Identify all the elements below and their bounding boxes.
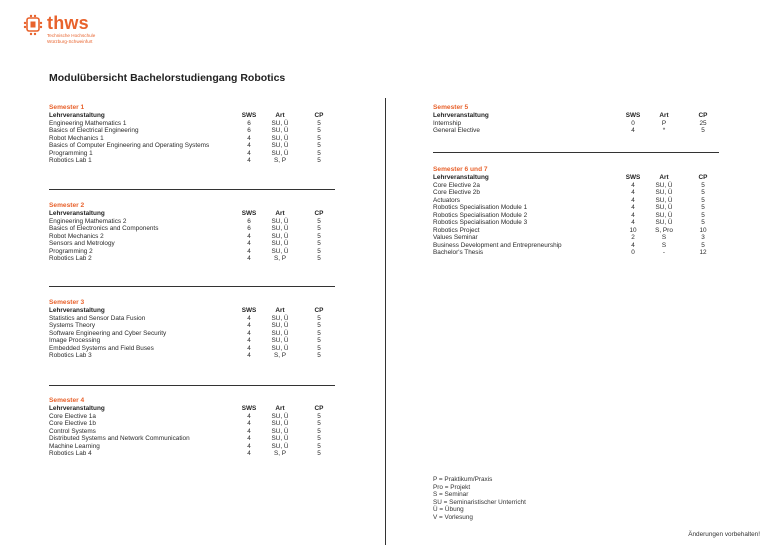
course-credits: 5: [317, 134, 321, 142]
table-row: [49, 157, 337, 165]
table-row: [433, 227, 721, 235]
course-name: Embedded Systems and Field Buses: [49, 344, 154, 352]
table-row: [49, 352, 337, 360]
course-sws: 4: [631, 211, 635, 219]
column-header-cp: CP: [698, 174, 708, 181]
course-sws: 4: [247, 442, 251, 450]
course-name: Sensors and Metrology: [49, 240, 115, 247]
table-row: [49, 345, 337, 353]
course-credits: 5: [317, 344, 321, 352]
course-name: Business Development and Entrepreneurship: [433, 241, 562, 249]
table-row: [433, 242, 721, 250]
course-credits: 5: [317, 217, 321, 225]
table-row: [433, 212, 721, 220]
legend-item: Ü = Übung: [433, 506, 464, 514]
course-type: SU, Ü: [271, 412, 289, 420]
table-row: [49, 240, 337, 248]
column-header-sws: SWS: [625, 174, 641, 181]
column-header-course: Lehrveranstaltung: [49, 210, 105, 217]
table-row: [49, 337, 337, 345]
course-name: Robotics Project: [433, 226, 480, 234]
course-type: SU, Ü: [271, 420, 289, 427]
course-credits: 5: [701, 241, 705, 249]
table-row: [49, 443, 337, 451]
course-sws: 4: [247, 255, 251, 262]
table-row: [433, 120, 721, 128]
course-credits: 5: [317, 352, 321, 359]
table-row: [433, 204, 721, 212]
course-type: S, P: [273, 157, 287, 164]
course-credits: 5: [317, 149, 321, 157]
course-sws: 6: [247, 119, 251, 127]
table-row: [49, 150, 337, 158]
column-header-sws: SWS: [241, 405, 257, 412]
course-type: SU, Ü: [655, 204, 673, 211]
course-sws: 2: [631, 234, 635, 241]
course-type: SU, Ü: [271, 142, 289, 149]
course-type: S, P: [273, 352, 287, 359]
course-credits: 5: [701, 196, 705, 204]
table-header-row: [49, 405, 337, 413]
course-credits: 5: [317, 157, 321, 164]
column-header-course: Lehrveranstaltung: [49, 112, 105, 119]
table-row: [49, 330, 337, 338]
column-header-sws: SWS: [241, 210, 257, 217]
course-type: -: [662, 249, 666, 256]
course-sws: 4: [247, 427, 251, 435]
course-sws: 4: [631, 196, 635, 204]
course-name: Core Elective 2b: [433, 189, 480, 196]
course-type: SU, Ü: [271, 344, 289, 352]
logo-subtitle-1: Technische Hochschule: [47, 33, 96, 38]
course-sws: 4: [247, 134, 251, 142]
course-credits: 5: [317, 247, 321, 255]
column-header-sws: SWS: [241, 112, 257, 119]
logo-name: thws: [47, 13, 89, 33]
course-name: Programming 1: [49, 149, 93, 157]
course-name: Values Seminar: [433, 234, 478, 241]
course-type: SU, Ü: [271, 149, 289, 157]
course-type: SU, Ü: [655, 189, 673, 196]
table-row: [49, 218, 337, 226]
course-sws: 0: [631, 119, 635, 127]
course-sws: 6: [247, 217, 251, 225]
page-title: Modulübersicht Bachelorstudiengang Robotics: [49, 72, 286, 84]
legend-item: SU = Seminaristischer Unterricht: [433, 498, 526, 506]
course-name: Systems Theory: [49, 322, 96, 329]
course-credits: 5: [317, 322, 321, 329]
course-name: Basics of Electronics and Components: [49, 225, 159, 232]
course-credits: 25: [699, 119, 707, 127]
semester-divider: [49, 286, 335, 287]
column-header-sws: SWS: [625, 112, 641, 119]
semester-divider: [49, 385, 335, 386]
column-header-cp: CP: [314, 210, 324, 217]
course-name: Robotics Specialisation Module 2: [433, 211, 528, 219]
semester-1-block: [49, 104, 337, 165]
course-type: P: [661, 119, 667, 127]
course-credits: 5: [317, 450, 321, 457]
semester-3-block: [49, 299, 337, 360]
course-name: Internship: [433, 119, 462, 127]
course-name: Software Engineering and Cyber Security: [49, 329, 167, 337]
course-sws: 4: [247, 420, 251, 427]
course-sws: 4: [247, 322, 251, 329]
course-name: Control Systems: [49, 427, 96, 435]
course-name: Robotics Lab 4: [49, 450, 92, 457]
course-credits: 5: [317, 435, 321, 442]
column-header-art: Art: [275, 112, 285, 119]
table-row: [49, 428, 337, 436]
course-sws: 4: [631, 241, 635, 249]
course-credits: 5: [701, 211, 705, 219]
table-row: [49, 435, 337, 443]
course-credits: 5: [317, 329, 321, 337]
table-header-row: [49, 210, 337, 218]
course-credits: 5: [317, 119, 321, 127]
legend-item: V = Vorlesung: [433, 513, 473, 521]
course-sws: 6: [247, 225, 251, 232]
table-row: [433, 182, 721, 190]
course-type: SU, Ü: [271, 217, 289, 225]
table-header-row: [49, 112, 337, 120]
table-row: [49, 120, 337, 128]
column-header-art: Art: [275, 307, 285, 314]
course-credits: 5: [701, 189, 705, 196]
course-credits: 5: [317, 337, 321, 344]
course-name: Engineering Mathematics 1: [49, 119, 127, 127]
course-credits: 5: [317, 412, 321, 420]
table-row: [49, 142, 337, 150]
column-header-course: Lehrveranstaltung: [49, 307, 105, 314]
course-sws: 4: [247, 247, 251, 255]
column-header-cp: CP: [698, 112, 708, 119]
column-header-cp: CP: [314, 307, 324, 314]
course-type: SU, Ü: [655, 219, 673, 226]
table-row: [49, 322, 337, 330]
course-credits: 5: [317, 314, 321, 322]
course-type: S: [661, 234, 667, 241]
semester-5-block: [433, 104, 721, 135]
course-sws: 0: [631, 249, 635, 256]
course-credits: 5: [317, 442, 321, 450]
course-type: SU, Ü: [271, 134, 289, 142]
course-name: Engineering Mathematics 2: [49, 217, 127, 225]
course-sws: 4: [247, 149, 251, 157]
course-sws: 4: [247, 435, 251, 442]
table-row: [49, 413, 337, 421]
course-sws: 4: [247, 329, 251, 337]
course-type: SU, Ü: [271, 442, 289, 450]
course-name: Programming 2: [49, 247, 93, 255]
course-type: SU, Ü: [655, 211, 673, 219]
course-sws: 4: [247, 142, 251, 149]
course-name: Actuators: [433, 196, 460, 204]
course-sws: 4: [631, 189, 635, 196]
table-row: [49, 233, 337, 241]
table-row: [433, 249, 721, 257]
legend-item: Pro = Projekt: [433, 483, 471, 491]
semester-title: Semester 3: [49, 299, 85, 306]
table-row: [49, 255, 337, 263]
course-name: Core Elective 1b: [49, 420, 96, 427]
column-header-art: Art: [659, 174, 669, 181]
course-name: Basics of Electrical Engineering: [49, 127, 139, 134]
course-sws: 10: [629, 226, 637, 234]
course-type: SU, Ü: [271, 119, 289, 127]
table-row: [49, 127, 337, 135]
course-type: SU, Ü: [271, 314, 289, 322]
course-name: Robotics Lab 2: [49, 255, 92, 262]
column-header-sws: SWS: [241, 307, 257, 314]
course-sws: 4: [631, 127, 635, 134]
course-type: SU, Ü: [271, 427, 289, 435]
table-row: [433, 189, 721, 197]
course-name: Robotics Specialisation Module 1: [433, 204, 528, 211]
semester-divider: [433, 152, 719, 153]
course-sws: 4: [247, 344, 251, 352]
course-name: Core Elective 2a: [433, 181, 480, 189]
column-divider: [385, 98, 386, 545]
course-credits: 5: [317, 127, 321, 134]
course-credits: 5: [701, 181, 705, 189]
table-header-row: [49, 307, 337, 315]
course-name: Distributed Systems and Network Communication: [49, 435, 190, 442]
course-sws: 4: [247, 314, 251, 322]
course-type: S, Pro: [655, 226, 673, 234]
table-row: [49, 135, 337, 143]
table-row: [49, 225, 337, 233]
course-credits: 3: [701, 234, 705, 241]
table-row: [49, 420, 337, 428]
table-row: [49, 450, 337, 458]
course-credits: 5: [701, 219, 705, 226]
logo-subtitle-2: Würzburg-Schweinfurt: [47, 39, 93, 45]
legend-item: S = Seminar: [433, 491, 469, 499]
course-credits: 5: [317, 225, 321, 232]
table-header-row: [433, 174, 721, 182]
course-name: Bachelor's Thesis: [433, 249, 484, 256]
course-name: Robotics Lab 3: [49, 352, 92, 359]
course-name: Core Elective 1a: [49, 412, 96, 420]
table-row: [49, 248, 337, 256]
course-type: S, P: [273, 450, 287, 457]
column-header-course: Lehrveranstaltung: [433, 174, 489, 181]
table-row: [433, 127, 721, 135]
semester-title: Semester 5: [433, 104, 469, 111]
semester-4-block: [49, 397, 337, 458]
column-header-art: Art: [275, 405, 285, 412]
column-header-art: Art: [275, 210, 285, 217]
course-sws: 4: [247, 352, 251, 359]
course-credits: 5: [317, 142, 321, 149]
course-name: Image Processing: [49, 337, 101, 344]
course-type: SU, Ü: [655, 196, 673, 204]
course-sws: 4: [247, 337, 251, 344]
course-name: Robotics Lab 1: [49, 157, 92, 164]
table-row: [49, 315, 337, 323]
course-credits: 5: [317, 427, 321, 435]
course-sws: 4: [247, 412, 251, 420]
course-sws: 4: [631, 219, 635, 226]
table-row: [433, 234, 721, 242]
table-header-row: [433, 112, 721, 120]
legend-item: P = Praktikum/Praxis: [433, 476, 493, 483]
column-header-course: Lehrveranstaltung: [49, 405, 105, 412]
course-name: Robot Mechanics 2: [49, 232, 104, 240]
course-credits: 5: [317, 240, 321, 247]
course-type: SU, Ü: [271, 329, 289, 337]
university-logo: [22, 14, 95, 44]
course-sws: 4: [631, 204, 635, 211]
course-credits: 5: [701, 127, 705, 134]
course-type: SU, Ü: [271, 127, 289, 134]
abbreviation-legend: [433, 476, 526, 522]
course-name: General Elective: [433, 127, 480, 134]
course-sws: 4: [247, 240, 251, 247]
course-name: Basics of Computer Engineering and Operating Systems: [49, 142, 210, 149]
course-credits: 5: [317, 255, 321, 262]
semester-title: Semester 1: [49, 104, 85, 111]
column-header-cp: CP: [314, 112, 324, 119]
course-type: S: [661, 241, 667, 249]
course-sws: 6: [247, 127, 251, 134]
course-type: SU, Ü: [271, 225, 289, 232]
course-type: SU, Ü: [271, 435, 289, 442]
course-credits: 5: [317, 420, 321, 427]
course-name: Robotics Specialisation Module 3: [433, 219, 528, 226]
table-row: [433, 219, 721, 227]
course-credits: 5: [701, 204, 705, 211]
course-sws: 4: [631, 181, 635, 189]
course-type: S, P: [273, 255, 287, 262]
footer-note: Änderungen vorbehalten!: [688, 531, 760, 538]
course-name: Machine Learning: [49, 442, 100, 450]
course-type: SU, Ü: [271, 337, 289, 344]
semester-divider: [49, 189, 335, 190]
course-name: Robot Mechanics 1: [49, 134, 104, 142]
semester-6-7-block: [433, 166, 721, 257]
course-type: SU, Ü: [271, 322, 289, 329]
course-sws: 4: [247, 232, 251, 240]
column-header-cp: CP: [314, 405, 324, 412]
semester-2-block: [49, 202, 337, 263]
course-credits: 10: [699, 226, 707, 234]
course-credits: 5: [317, 232, 321, 240]
course-sws: 4: [247, 450, 251, 457]
course-type: SU, Ü: [271, 247, 289, 255]
course-type: SU, Ü: [271, 240, 289, 247]
course-type: SU, Ü: [271, 232, 289, 240]
course-sws: 4: [247, 157, 251, 164]
semester-title: Semester 2: [49, 202, 85, 209]
course-type: *: [662, 127, 666, 134]
course-credits: 12: [699, 249, 707, 256]
column-header-art: Art: [659, 112, 669, 119]
table-row: [433, 197, 721, 205]
thws-logo-icon: [22, 14, 44, 36]
semester-title: Semester 4: [49, 397, 85, 404]
semester-title: Semester 6 und 7: [433, 166, 488, 173]
course-name: Statistics and Sensor Data Fusion: [49, 314, 146, 322]
column-header-course: Lehrveranstaltung: [433, 112, 489, 119]
course-type: SU, Ü: [655, 181, 673, 189]
